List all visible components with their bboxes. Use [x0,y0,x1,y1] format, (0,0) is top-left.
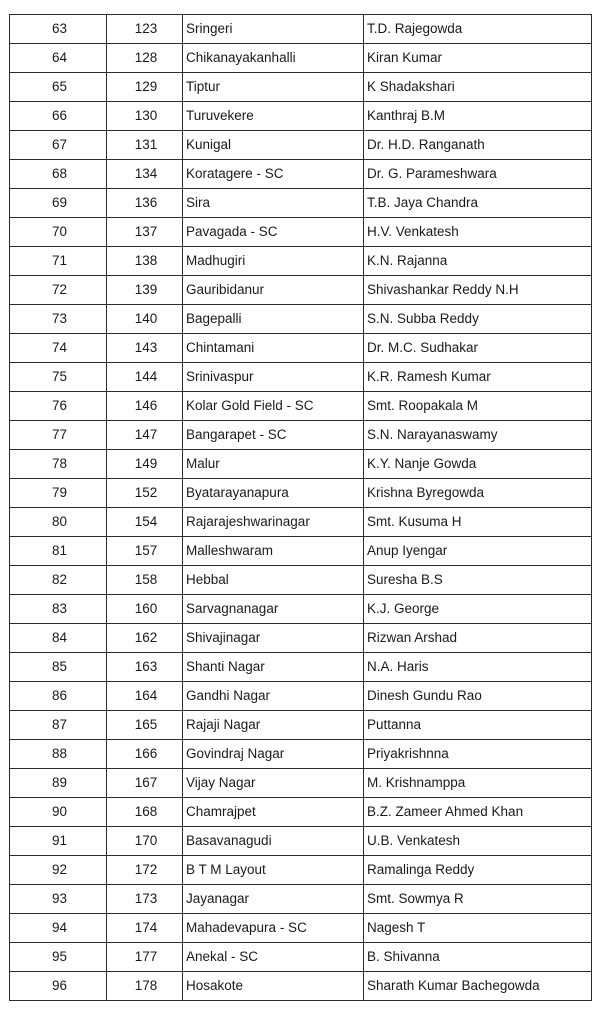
serial-number-cell: 63 [10,15,107,44]
table-row [10,972,592,1001]
candidate-name-cell: K Shadakshari [364,73,592,102]
table-row [10,682,592,711]
serial-number-cell: 79 [10,479,107,508]
table-row [10,392,592,421]
table-row [10,595,592,624]
constituency-number-cell: 146 [107,392,183,421]
candidate-name-cell: H.V. Venkatesh [364,218,592,247]
serial-number-cell: 73 [10,305,107,334]
constituency-name-cell: Kolar Gold Field - SC [183,392,364,421]
candidate-name-cell: Dr. H.D. Ranganath [364,131,592,160]
constituency-number-cell: 163 [107,653,183,682]
constituency-number-cell: 165 [107,711,183,740]
constituency-name-cell: Shivajinagar [183,624,364,653]
constituency-number-cell: 128 [107,44,183,73]
table-row [10,479,592,508]
candidate-name-cell: Rizwan Arshad [364,624,592,653]
constituency-name-cell: B T M Layout [183,856,364,885]
table-row [10,827,592,856]
candidate-name-cell: Krishna Byregowda [364,479,592,508]
serial-number-cell: 88 [10,740,107,769]
candidate-name-cell: S.N. Narayanaswamy [364,421,592,450]
candidate-name-cell: Shivashankar Reddy N.H [364,276,592,305]
constituency-name-cell: Malur [183,450,364,479]
constituency-name-cell: Byatarayanapura [183,479,364,508]
constituency-number-cell: 173 [107,885,183,914]
constituency-number-cell: 130 [107,102,183,131]
serial-number-cell: 86 [10,682,107,711]
constituency-name-cell: Jayanagar [183,885,364,914]
constituency-name-cell: Sira [183,189,364,218]
constituency-name-cell: Chikanayakanhalli [183,44,364,73]
candidate-name-cell: T.B. Jaya Chandra [364,189,592,218]
candidate-list-page [9,14,591,1001]
constituency-name-cell: Sringeri [183,15,364,44]
candidate-name-cell: K.J. George [364,595,592,624]
candidate-name-cell: K.N. Rajanna [364,247,592,276]
candidate-name-cell: B. Shivanna [364,943,592,972]
constituency-number-cell: 149 [107,450,183,479]
table-row [10,624,592,653]
candidate-name-cell: T.D. Rajegowda [364,15,592,44]
serial-number-cell: 85 [10,653,107,682]
candidate-name-cell: Smt. Kusuma H [364,508,592,537]
constituency-name-cell: Chintamani [183,334,364,363]
candidate-name-cell: Nagesh T [364,914,592,943]
constituency-number-cell: 177 [107,943,183,972]
constituency-name-cell: Rajaji Nagar [183,711,364,740]
constituency-number-cell: 138 [107,247,183,276]
table-row [10,15,592,44]
serial-number-cell: 78 [10,450,107,479]
constituency-number-cell: 139 [107,276,183,305]
constituency-name-cell: Tiptur [183,73,364,102]
serial-number-cell: 67 [10,131,107,160]
serial-number-cell: 76 [10,392,107,421]
table-row [10,914,592,943]
candidate-name-cell: Priyakrishnna [364,740,592,769]
candidate-name-cell: Anup Iyengar [364,537,592,566]
serial-number-cell: 93 [10,885,107,914]
constituency-name-cell: Basavanagudi [183,827,364,856]
serial-number-cell: 96 [10,972,107,1001]
constituency-name-cell: Rajarajeshwarinagar [183,508,364,537]
constituency-name-cell: Mahadevapura - SC [183,914,364,943]
serial-number-cell: 95 [10,943,107,972]
table-row [10,421,592,450]
serial-number-cell: 70 [10,218,107,247]
candidate-name-cell: Suresha B.S [364,566,592,595]
candidate-name-cell: Dr. M.C. Sudhakar [364,334,592,363]
candidate-name-cell: S.N. Subba Reddy [364,305,592,334]
constituency-name-cell: Sarvagnanagar [183,595,364,624]
constituency-number-cell: 178 [107,972,183,1001]
table-row [10,653,592,682]
table-row [10,450,592,479]
serial-number-cell: 65 [10,73,107,102]
candidate-name-cell: K.R. Ramesh Kumar [364,363,592,392]
table-row [10,189,592,218]
table-row [10,218,592,247]
serial-number-cell: 81 [10,537,107,566]
constituency-name-cell: Bangarapet - SC [183,421,364,450]
candidate-name-cell: Puttanna [364,711,592,740]
constituency-number-cell: 137 [107,218,183,247]
serial-number-cell: 64 [10,44,107,73]
serial-number-cell: 66 [10,102,107,131]
constituency-number-cell: 168 [107,798,183,827]
serial-number-cell: 75 [10,363,107,392]
serial-number-cell: 71 [10,247,107,276]
candidate-name-cell: Ramalinga Reddy [364,856,592,885]
candidate-name-cell: Sharath Kumar Bachegowda [364,972,592,1001]
table-row [10,160,592,189]
serial-number-cell: 74 [10,334,107,363]
candidate-name-cell: M. Krishnamppa [364,769,592,798]
constituency-number-cell: 123 [107,15,183,44]
constituency-name-cell: Pavagada - SC [183,218,364,247]
constituency-number-cell: 140 [107,305,183,334]
candidate-name-cell: Smt. Roopakala M [364,392,592,421]
table-row [10,276,592,305]
constituency-name-cell: Turuvekere [183,102,364,131]
table-row [10,363,592,392]
table-row [10,305,592,334]
table-row [10,566,592,595]
constituency-number-cell: 134 [107,160,183,189]
constituency-number-cell: 166 [107,740,183,769]
candidate-table [9,14,592,1001]
constituency-name-cell: Koratagere - SC [183,160,364,189]
constituency-number-cell: 164 [107,682,183,711]
constituency-number-cell: 131 [107,131,183,160]
constituency-name-cell: Govindraj Nagar [183,740,364,769]
serial-number-cell: 87 [10,711,107,740]
constituency-name-cell: Malleshwaram [183,537,364,566]
serial-number-cell: 89 [10,769,107,798]
constituency-number-cell: 158 [107,566,183,595]
serial-number-cell: 72 [10,276,107,305]
table-row [10,44,592,73]
table-row [10,73,592,102]
constituency-name-cell: Gauribidanur [183,276,364,305]
serial-number-cell: 94 [10,914,107,943]
table-row [10,247,592,276]
table-row [10,943,592,972]
constituency-number-cell: 143 [107,334,183,363]
constituency-name-cell: Shanti Nagar [183,653,364,682]
constituency-name-cell: Kunigal [183,131,364,160]
constituency-number-cell: 157 [107,537,183,566]
constituency-name-cell: Anekal - SC [183,943,364,972]
table-row [10,334,592,363]
serial-number-cell: 90 [10,798,107,827]
candidate-name-cell: U.B. Venkatesh [364,827,592,856]
serial-number-cell: 83 [10,595,107,624]
table-row [10,798,592,827]
candidate-name-cell: Dr. G. Parameshwara [364,160,592,189]
serial-number-cell: 77 [10,421,107,450]
constituency-number-cell: 154 [107,508,183,537]
constituency-number-cell: 147 [107,421,183,450]
constituency-name-cell: Vijay Nagar [183,769,364,798]
candidate-name-cell: N.A. Haris [364,653,592,682]
constituency-number-cell: 172 [107,856,183,885]
constituency-number-cell: 136 [107,189,183,218]
constituency-number-cell: 152 [107,479,183,508]
candidate-name-cell: Kiran Kumar [364,44,592,73]
constituency-name-cell: Hebbal [183,566,364,595]
constituency-name-cell: Bagepalli [183,305,364,334]
table-row [10,740,592,769]
constituency-number-cell: 144 [107,363,183,392]
table-row [10,537,592,566]
candidate-name-cell: Dinesh Gundu Rao [364,682,592,711]
serial-number-cell: 69 [10,189,107,218]
candidate-name-cell: Smt. Sowmya R [364,885,592,914]
constituency-name-cell: Gandhi Nagar [183,682,364,711]
serial-number-cell: 68 [10,160,107,189]
constituency-name-cell: Chamrajpet [183,798,364,827]
table-row [10,131,592,160]
serial-number-cell: 80 [10,508,107,537]
serial-number-cell: 92 [10,856,107,885]
constituency-number-cell: 129 [107,73,183,102]
candidate-name-cell: K.Y. Nanje Gowda [364,450,592,479]
candidate-table-body [10,15,592,1001]
table-row [10,102,592,131]
constituency-number-cell: 174 [107,914,183,943]
constituency-name-cell: Hosakote [183,972,364,1001]
constituency-name-cell: Madhugiri [183,247,364,276]
constituency-name-cell: Srinivaspur [183,363,364,392]
table-row [10,885,592,914]
serial-number-cell: 84 [10,624,107,653]
serial-number-cell: 91 [10,827,107,856]
candidate-name-cell: Kanthraj B.M [364,102,592,131]
constituency-number-cell: 167 [107,769,183,798]
constituency-number-cell: 170 [107,827,183,856]
table-row [10,769,592,798]
table-row [10,856,592,885]
candidate-name-cell: B.Z. Zameer Ahmed Khan [364,798,592,827]
serial-number-cell: 82 [10,566,107,595]
table-row [10,711,592,740]
table-row [10,508,592,537]
constituency-number-cell: 162 [107,624,183,653]
constituency-number-cell: 160 [107,595,183,624]
